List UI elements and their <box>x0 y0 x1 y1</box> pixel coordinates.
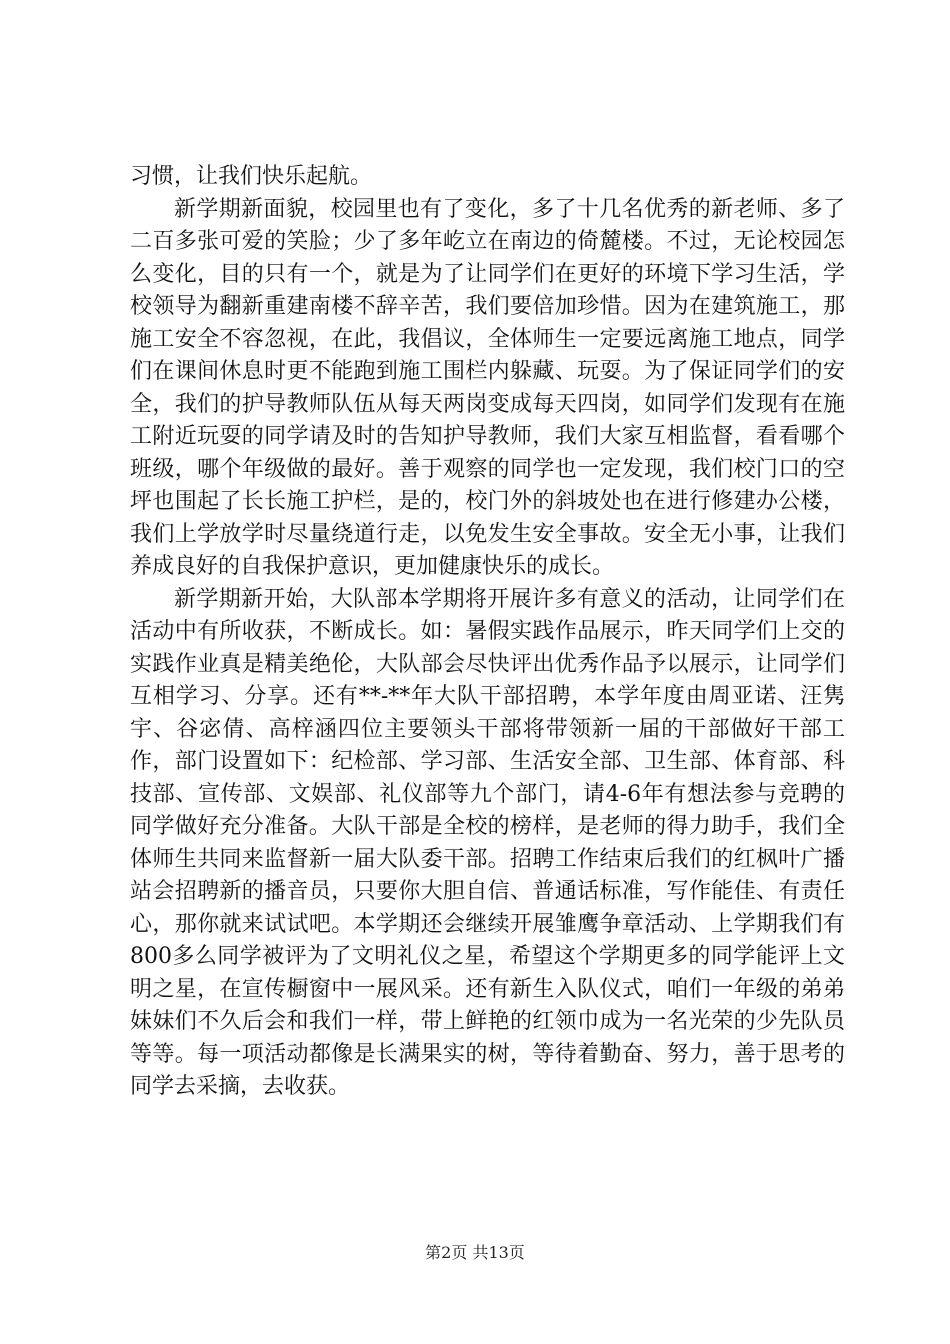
page-number-footer: 第2页 共13页 <box>425 1243 525 1262</box>
paragraph-campus-changes: 新学期新面貌，校园里也有了变化，多了十几名优秀的新老师、多了二百多张可爱的笑脸；少了多年屹立在南边的倚麓楼。不过，无论校园怎么变化，目的只有一个，就是为了让同学们在更好的环境下学习生活，学校领导为翻新重建南楼不辞辛苦，我们要倍加珍惜。因为在建筑施工，那施工安全不容忽视，在此，我倡议，全体师生一定要远离施工地点，同学们在课间休息时更不能跑到施工围栏内躲藏、玩耍。为了保证同学们的安全，我们的护导教师队伍从每天两岗变成每天四岗，如同学们发现有在施工附近玩耍的同学请及时的告知护导教师，我们大家互相监督，看看哪个班级，哪个年级做的最好。善于观察的同学也一定发现，我们校门口的空坪也围起了长长施工护栏，是的，校门外的斜坡处也在进行修建办公楼，我们上学放学时尽量绕道行走，以免发生安全事故。安全无小事，让我们养成良好的自我保护意识，更加健康快乐的成长。 <box>130 196 845 579</box>
paragraph-activities: 新学期新开始，大队部本学期将开展许多有意义的活动，让同学们在活动中有所收获，不断成长。如：暑假实践作品展示，昨天同学们上交的实践作业真是精美绝伦，大队部会尽快评出优秀作品予以展示，让同学们互相学习、分享。还有**-**年大队干部招聘，本学年度由周亚诺、汪隽宇、谷宓倩、高梓涵四位主要领头干部将带领新一届的干部做好干部工作，部门设置如下：纪检部、学习部、生活安全部、卫生部、体育部、科技部、宣传部、文娱部、礼仪部等九个部门，请4-6年有想法参与竞聘的同学做好充分准备。大队干部是全校的榜样，是老师的得力助手，我们全体师生共同来监督新一届大队委干部。招聘工作结束后我们的红枫叶广播站会招聘新的播音员，只要你大胆自信、普通话标准，写作能佳、有责任心，那你就来试试吧。本学期还会继续开展雏鹰争章活动、上学期我们有800多么同学被评为了文明礼仪之星，希望这个学期更多的同学能评上文明之星，在宣传橱窗中一展风采。还有新生入队仪式，咱们一年级的弟弟妹妹们不久后会和我们一样，带上鲜艳的红领巾成为一名光荣的少先队员等等。每一项活动都像是长满果实的树，等待着勤奋、努力，善于思考的同学去采摘，去收获。 <box>130 586 845 1099</box>
paragraph-continuation: 习惯，让我们快乐起航。 <box>130 164 373 189</box>
document-body <box>130 161 845 1104</box>
